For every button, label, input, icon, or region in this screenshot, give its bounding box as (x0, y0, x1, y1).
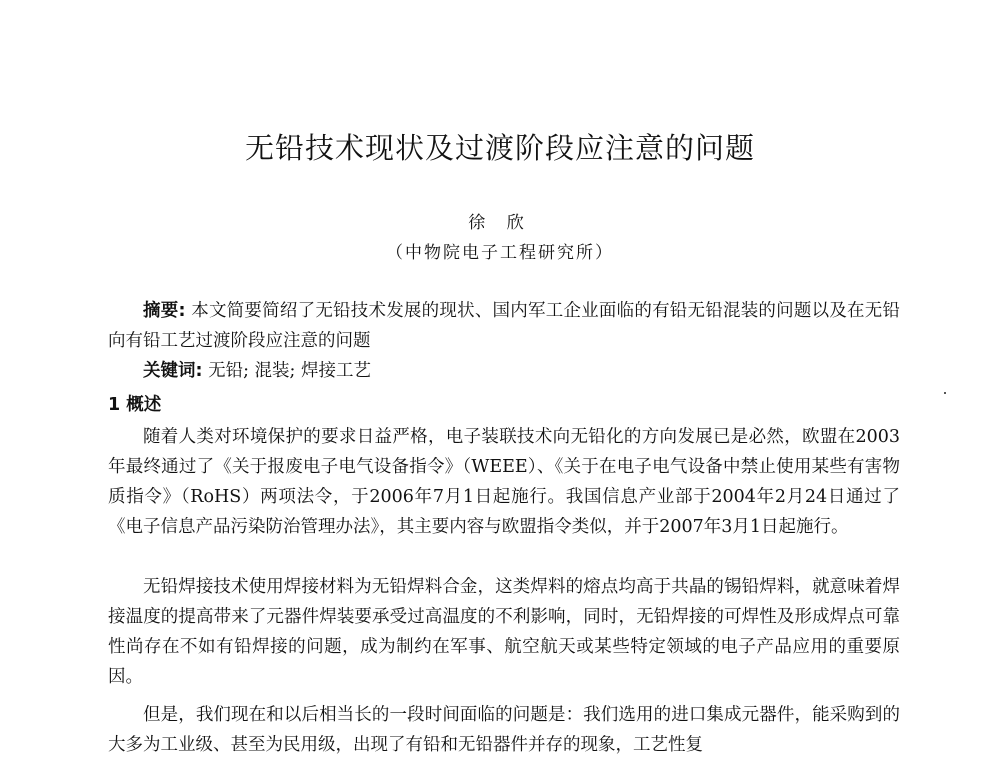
paper-title: 无铅技术现状及过渡阶段应注意的问题 (244, 131, 755, 165)
body-paragraph-3: 但是，我们现在和以后相当长的一段时间面临的问题是：我们选用的进口集成元器件，能采购到的大多为工业级、甚至为民用级，出现了有铅和无铅器件并存的现象，工艺性复 (108, 705, 900, 755)
section-heading: 1 概述 (108, 395, 162, 415)
keywords-label: 关键词: (143, 361, 203, 381)
abstract-block (108, 296, 900, 356)
author-name: 徐 欣 (468, 213, 532, 233)
author-affiliation: （中物院电子工程研究所） (386, 243, 614, 263)
abstract-label: 摘要: (143, 301, 186, 321)
body-paragraph-1: 随着人类对环境保护的要求日益严格，电子装联技术向无铅化的方向发展已是必然，欧盟在2003年最终通过了《关于报废电子电气设备指令》（WEEE）、《关于在电子电气设备中禁止使用某些有害物质指令》（RoHS）两项法令，于2006年7月1日起施行。我国信息产业部于2004年2月24日通过了《电子信息产品污染防治管理办法》，其主要内容与欧盟指令类似，并于2007年3月1日起施行。 (108, 427, 900, 537)
keywords-text: 无铅; 混装; 焊接工艺 (202, 361, 371, 381)
keywords-block (108, 356, 900, 386)
body-paragraph-2: 无铅焊接技术使用焊接材料为无铅焊料合金，这类焊料的熔点均高于共晶的锡铅焊料，就意味着焊接温度的提高带来了元器件焊装要承受过高温度的不利影响，同时，无铅焊接的可焊性及形成焊点可靠性尚存在不如有铅焊接的问题，成为制约在军事、航空航天或某些特定领域的电子产品应用的重要原因。 (108, 577, 900, 687)
scan-speck (944, 392, 946, 394)
abstract-text: 本文简要简绍了无铅技术发展的现状、国内军工企业面临的有铅无铅混装的问题以及在无铅向有铅工艺过渡阶段应注意的问题 (108, 301, 901, 351)
